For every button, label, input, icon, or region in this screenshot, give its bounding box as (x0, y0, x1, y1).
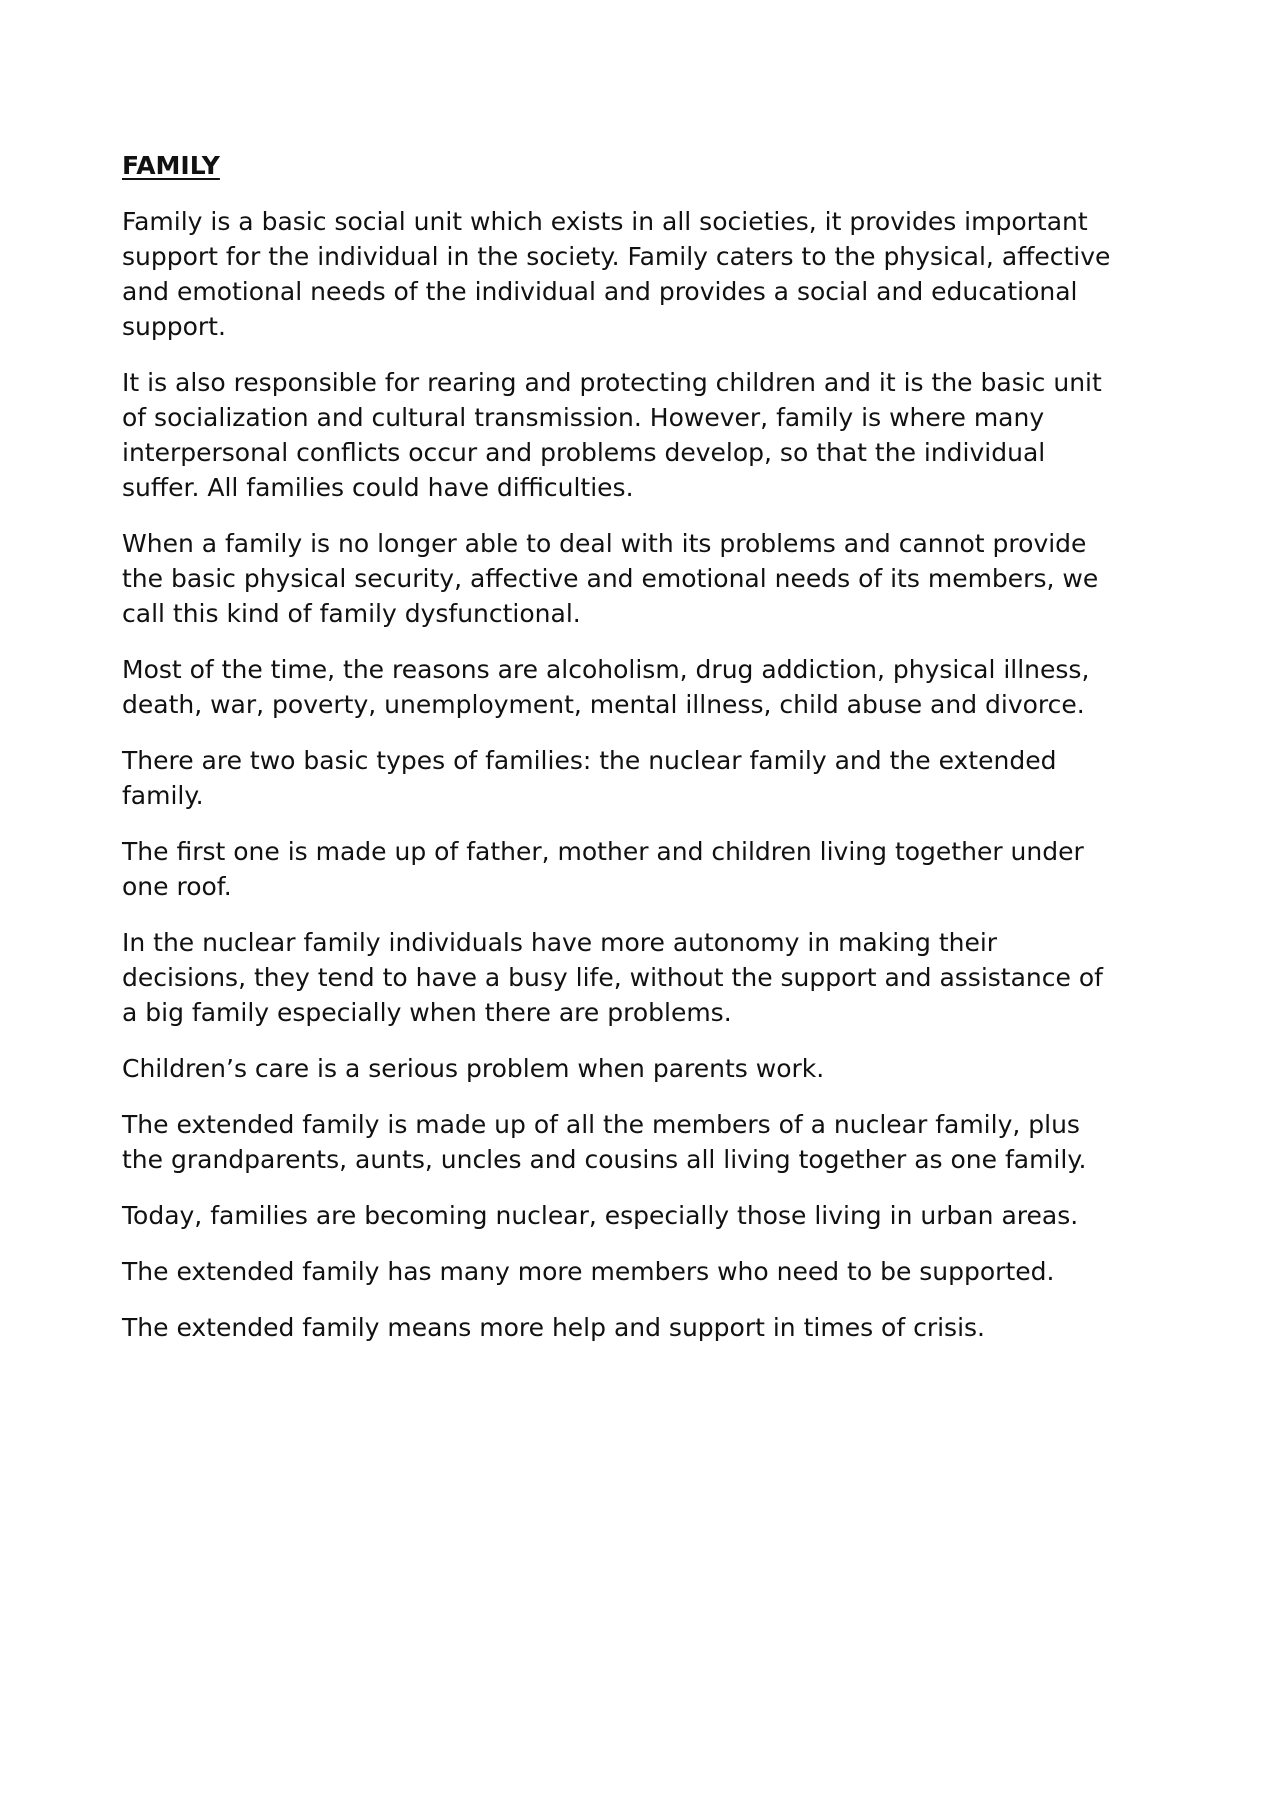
paragraph-line: suffer. All families could have difficulties. (122, 473, 634, 502)
paragraph (122, 743, 1167, 813)
paragraph (122, 204, 1167, 344)
paragraph-line: The first one is made up of father, mother and children living together under (122, 837, 1084, 866)
paragraph-line: interpersonal conflicts occur and problems develop, so that the individual (122, 438, 1046, 467)
paragraph-line: of socialization and cultural transmission. However, family is where many (122, 403, 1045, 432)
paragraph-line: When a family is no longer able to deal with its problems and cannot provide (122, 529, 1087, 558)
paragraph-line: In the nuclear family individuals have more autonomy in making their (122, 928, 998, 957)
paragraph (122, 925, 1167, 1030)
paragraph-line: call this kind of family dysfunctional. (122, 599, 581, 628)
document-title: FAMILY (122, 151, 220, 180)
paragraph-line: support for the individual in the society. Family caters to the physical, affective (122, 242, 1111, 271)
paragraph (122, 365, 1167, 505)
paragraph (122, 1198, 1167, 1233)
paragraph (122, 1254, 1167, 1289)
paragraph (122, 526, 1167, 631)
paragraph-line: and emotional needs of the individual and provides a social and educational (122, 277, 1078, 306)
paragraph-line: Children’s care is a serious problem when parents work. (122, 1054, 825, 1083)
paragraph-line: the basic physical security, affective and emotional needs of its members, we (122, 564, 1099, 593)
paragraph (122, 1310, 1167, 1345)
paragraph-line: It is also responsible for rearing and protecting children and it is the basic unit (122, 368, 1102, 397)
paragraph (122, 652, 1167, 722)
paragraph-line: There are two basic types of families: the nuclear family and the extended (122, 746, 1057, 775)
paragraph-line: The extended family has many more members who need to be supported. (122, 1257, 1055, 1286)
paragraph-line: a big family especially when there are problems. (122, 998, 732, 1027)
paragraph-line: The extended family means more help and support in times of crisis. (122, 1313, 986, 1342)
paragraph-line: The extended family is made up of all the members of a nuclear family, plus (122, 1110, 1080, 1139)
paragraph-line: Most of the time, the reasons are alcoholism, drug addiction, physical illness, (122, 655, 1090, 684)
document-body (122, 148, 1167, 1366)
paragraph-line: family. (122, 781, 204, 810)
paragraph-line: one roof. (122, 872, 232, 901)
paragraph-line: decisions, they tend to have a busy life, without the support and assistance of (122, 963, 1103, 992)
paragraph (122, 1107, 1167, 1177)
paragraph-line: Family is a basic social unit which exists in all societies, it provides important (122, 207, 1088, 236)
paragraph (122, 1051, 1167, 1086)
paragraph (122, 834, 1167, 904)
paragraph-line: Today, families are becoming nuclear, especially those living in urban areas. (122, 1201, 1079, 1230)
paragraph-list (122, 204, 1167, 1345)
paragraph-line: the grandparents, aunts, uncles and cousins all living together as one family. (122, 1145, 1087, 1174)
paragraph-line: support. (122, 312, 226, 341)
paragraph-line: death, war, poverty, unemployment, mental illness, child abuse and divorce. (122, 690, 1085, 719)
